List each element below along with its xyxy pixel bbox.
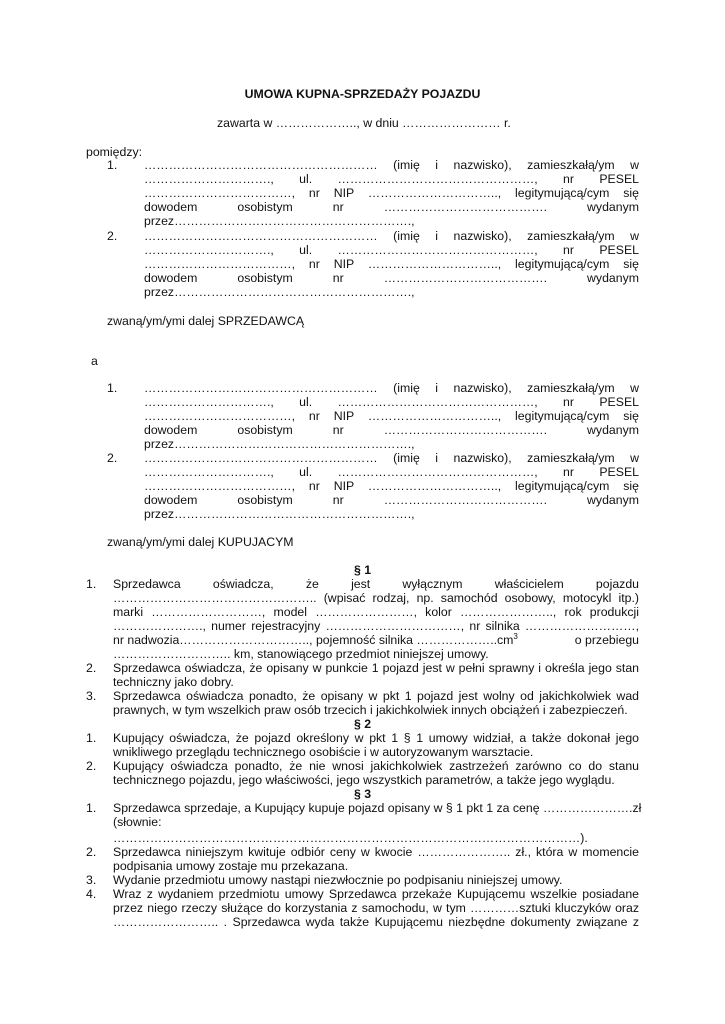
section-3-heading: § 3 <box>353 787 372 801</box>
party-line: ………………………………, nr NIP ………………………….., legitymującą/cym się <box>144 186 639 200</box>
party-line: …………………………., ul. …………………………………………, nr PESEL <box>144 172 639 186</box>
item-line: …………………….. . Sprzedawca wyda także Kupującemu niezbędne dokumenty związane z <box>113 915 639 929</box>
item-line: podpisania umowy zostaje mu przekazana. <box>113 859 349 873</box>
item-number: 4. <box>86 887 97 901</box>
item-line: prawnych, w tym wszelkich praw osób trzecich i jakichkolwiek innych obciążeń i zabezpieczeń. <box>113 703 628 717</box>
party-line: ………………………………, nr NIP ………………………….., legitymującą/cym się <box>144 257 639 271</box>
item-line: Sprzedawca sprzedaje, a Kupujący kupuje pojazd opisany w § 1 pkt 1 za cenę ………………….zł <box>113 801 642 815</box>
party-number: 1. <box>107 381 118 395</box>
seller-label: zwaną/ym/ymi dalej SPRZEDAWCĄ <box>107 314 305 328</box>
item-line: ……………………………………………………………………………………………………). <box>113 831 588 845</box>
item-line: ………………………………………….. (wpisać rodzaj, np. samochód osobowy, motocykl itp.) <box>113 591 639 605</box>
item-line: Sprzedawca oświadcza, że opisany w punkcie 1 pojazd jest w pełni sprawny i określa jego stan <box>113 661 639 675</box>
party-entry <box>107 229 639 299</box>
cubic-superscript: 3 <box>513 631 518 641</box>
item-line: ……………………….. km, stanowiącego przedmiot niniejszej umowy. <box>113 647 489 661</box>
party-line: ………………………………………………… (imię i nazwisko), zamieszkałą/ym w <box>144 381 639 395</box>
party-line: dowodem osobistym nr …………………………………. wydanym <box>144 423 639 437</box>
item-number: 1. <box>86 731 97 745</box>
between-label: pomiędzy: <box>86 145 143 159</box>
party-line: dowodem osobistym nr …………………………………. wydanym <box>144 271 639 285</box>
item-line: technicznego pojazdu, jego właściwości, jego wszystkich parametrów, a także jego wyglądu. <box>113 773 615 787</box>
party-line: ………………………………………………… (imię i nazwisko), zamieszkałą/ym w <box>144 158 639 172</box>
item-line: przez niego rzeczy służące do korzystania z samochodu, w tym …………sztuki kluczyków oraz <box>113 901 639 915</box>
item-number: 3. <box>86 873 97 887</box>
item-line: Sprzedawca oświadcza, że jest wyłącznym właścicielem pojazdu <box>113 577 639 591</box>
item-line <box>113 633 639 647</box>
item-number: 1. <box>86 801 97 815</box>
item-line: Wydanie przedmiotu umowy nastąpi niezwłocznie po podpisaniu niniejszej umowy. <box>113 873 563 887</box>
item-line: marki ………………………, model ……………………, kolor ………………….., rok produkcji <box>113 605 639 619</box>
party-line: przez…………………………………………………., <box>144 437 415 451</box>
item-number: 1. <box>86 577 97 591</box>
party-line: ………………………………, nr NIP ………………………….., legitymującą/cym się <box>144 409 639 423</box>
mileage-label: o przebiegu <box>574 633 639 647</box>
party-entry <box>107 158 639 228</box>
party-line: dowodem osobistym nr …………………………………. wydanym <box>144 200 639 214</box>
concluded-line: zawarta w ……………….., w dniu …………………… r. <box>217 116 511 130</box>
item-line: Kupujący oświadcza ponadto, że nie wnosi jakichkolwiek zastrzeżeń zarówno co do stanu <box>113 759 639 773</box>
engine-capacity-text: nr nadwozia………………………….., pojemność silnika ………………..cm <box>113 633 514 647</box>
party-number: 2. <box>107 451 118 465</box>
item-number: 2. <box>86 759 97 773</box>
item-number: 2. <box>86 845 97 859</box>
party-line: przez…………………………………………………., <box>144 507 415 521</box>
party-line: przez…………………………………………………., <box>144 214 415 228</box>
party-line: …………………………., ul. …………………………………………, nr PESEL <box>144 243 639 257</box>
item-line: Sprzedawca niniejszym kwituje odbiór ceny w kwocie ………………….. zł., która w momencie <box>113 845 639 859</box>
item-line: techniczny jako dobry. <box>113 675 234 689</box>
item-number: 3. <box>86 689 97 703</box>
item-line: Sprzedawca oświadcza ponadto, że opisany w pkt 1 pojazd jest wolny od jakichkolwiek wad <box>113 689 639 703</box>
party-entry <box>107 451 639 521</box>
section-1-heading: § 1 <box>353 563 372 577</box>
party-line: dowodem osobistym nr …………………………………. wydanym <box>144 493 639 507</box>
buyer-label: zwaną/ym/ymi dalej KUPUJACYM <box>107 535 294 549</box>
item-line: (słownie: <box>113 815 162 829</box>
item-line: Wraz z wydaniem przedmiotu umowy Sprzedawca przekaże Kupującemu wszelkie posiadane <box>113 887 639 901</box>
and-label: a <box>91 354 98 368</box>
party-line: ………………………………, nr NIP ………………………….., legitymującą/cym się <box>144 479 639 493</box>
item-number: 2. <box>86 661 97 675</box>
document-title: UMOWA KUPNA-SPRZEDAŻY POJAZDU <box>244 87 481 101</box>
item-line: wnikliwego przeglądu technicznego osobiście i w autoryzowanym warsztacie. <box>113 745 534 759</box>
party-number: 2. <box>107 229 118 243</box>
item-line: …………………., numer rejestracyjny ……………………………, nr silnika ………………………, <box>113 619 639 633</box>
party-line: …………………………., ul. …………………………………………, nr PESEL <box>144 395 639 409</box>
party-line: …………………………., ul. …………………………………………, nr PESEL <box>144 465 639 479</box>
party-entry <box>107 381 639 451</box>
section-2-heading: § 2 <box>353 717 372 731</box>
party-line: ………………………………………………… (imię i nazwisko), zamieszkałą/ym w <box>144 451 639 465</box>
party-line: ………………………………………………… (imię i nazwisko), zamieszkałą/ym w <box>144 229 639 243</box>
party-number: 1. <box>107 158 118 172</box>
item-line: Kupujący oświadcza, że pojazd określony w pkt 1 § 1 umowy widział, a także dokonał jego <box>113 731 639 745</box>
party-line: przez…………………………………………………., <box>144 285 415 299</box>
